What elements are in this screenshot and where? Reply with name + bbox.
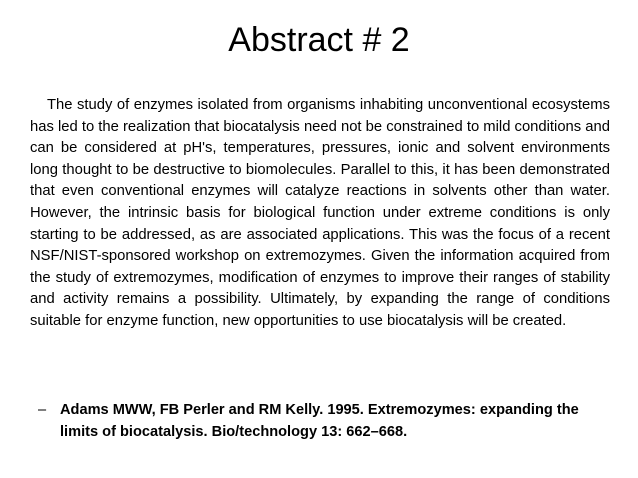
reference-item <box>38 400 612 443</box>
reference-citation: Adams MWW, FB Perler and RM Kelly. 1995. Extremozymes: expanding the limits of biocatalysis. Bio/technology 13: 662–668. <box>60 402 579 440</box>
abstract-paragraph: The study of enzymes isolated from organisms inhabiting unconventional ecosystems has led to the realization that biocatalysis need not be constrained to mild conditions and can be considered at pH's, temperatures, pressures, ionic and solvent environments long thought to be destructive to biomolecules. Parallel to this, it has been demonstrated that even conventional enzymes will catalyze reactions in solvents other than water. However, the intrinsic basis for biological function under extreme conditions is only starting to be addressed, as are associated applications. This was the focus of a recent NSF/NIST-sponsored workshop on extremozymes. Given the information acquired from the study of extremozymes, modification of enzymes to improve their ranges of stability and activity remains a possibility. Ultimately, by expanding the range of conditions suitable for enzyme function, new opportunities to use biocatalysis will be created. <box>30 97 610 329</box>
slide-title: Abstract # 2 <box>228 21 410 59</box>
reference-bullet: – <box>38 402 47 418</box>
